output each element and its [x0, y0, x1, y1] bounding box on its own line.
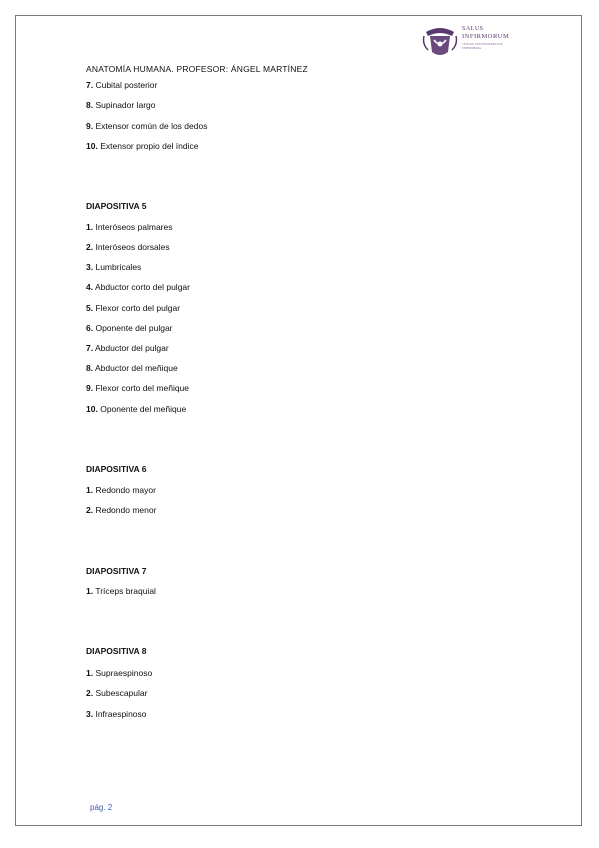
document-page [15, 15, 582, 826]
page-number: pág. 2 [90, 803, 113, 812]
list-item: 1. Supraespinoso [86, 668, 153, 678]
list-item: 6. Oponente del pulgar [86, 323, 173, 333]
list-item: 7. Cubital posterior [86, 80, 158, 90]
list-item: 10. Extensor propio del índice [86, 141, 199, 151]
salus-infirmorum-logo [422, 26, 532, 58]
list-item: 5. Flexor corto del pulgar [86, 303, 181, 313]
list-item: 3. Lumbricales [86, 262, 142, 272]
section-title: DIAPOSITIVA 5 [86, 201, 147, 211]
list-item: 7. Abductor del pulgar [86, 343, 169, 353]
list-item: 2. Interóseos dorsales [86, 242, 170, 252]
section-title: DIAPOSITIVA 7 [86, 566, 147, 576]
logo-line-2: INFIRMORUM [462, 33, 510, 40]
list-item: 3. Infraespinoso [86, 709, 147, 719]
list-item: 8. Abductor del meñique [86, 363, 178, 373]
document-header: ANATOMÍA HUMANA. PROFESOR: ÁNGEL MARTÍNEZ [86, 64, 308, 74]
list-item: 10. Oponente del meñique [86, 404, 187, 414]
list-item: 1. Tríceps braquial [86, 586, 156, 596]
section-title: DIAPOSITIVA 8 [86, 646, 147, 656]
list-item: 8. Supinador largo [86, 100, 156, 110]
crest-icon [422, 26, 458, 58]
list-item: 9. Extensor común de los dedos [86, 121, 208, 131]
list-item: 1. Redondo mayor [86, 485, 156, 495]
list-item: 1. Interóseos palmares [86, 222, 173, 232]
list-item: 9. Flexor corto del meñique [86, 383, 190, 393]
logo-line-3: CENTRO UNIVERSITARIO DE ENFERMERÍA [462, 42, 503, 50]
list-item: 2. Subescapular [86, 688, 148, 698]
list-item: 2. Redondo menor [86, 505, 157, 515]
section-title: DIAPOSITIVA 6 [86, 464, 147, 474]
list-item: 4. Abductor corto del pulgar [86, 282, 190, 292]
logo-line-1: SALUS [462, 26, 484, 32]
